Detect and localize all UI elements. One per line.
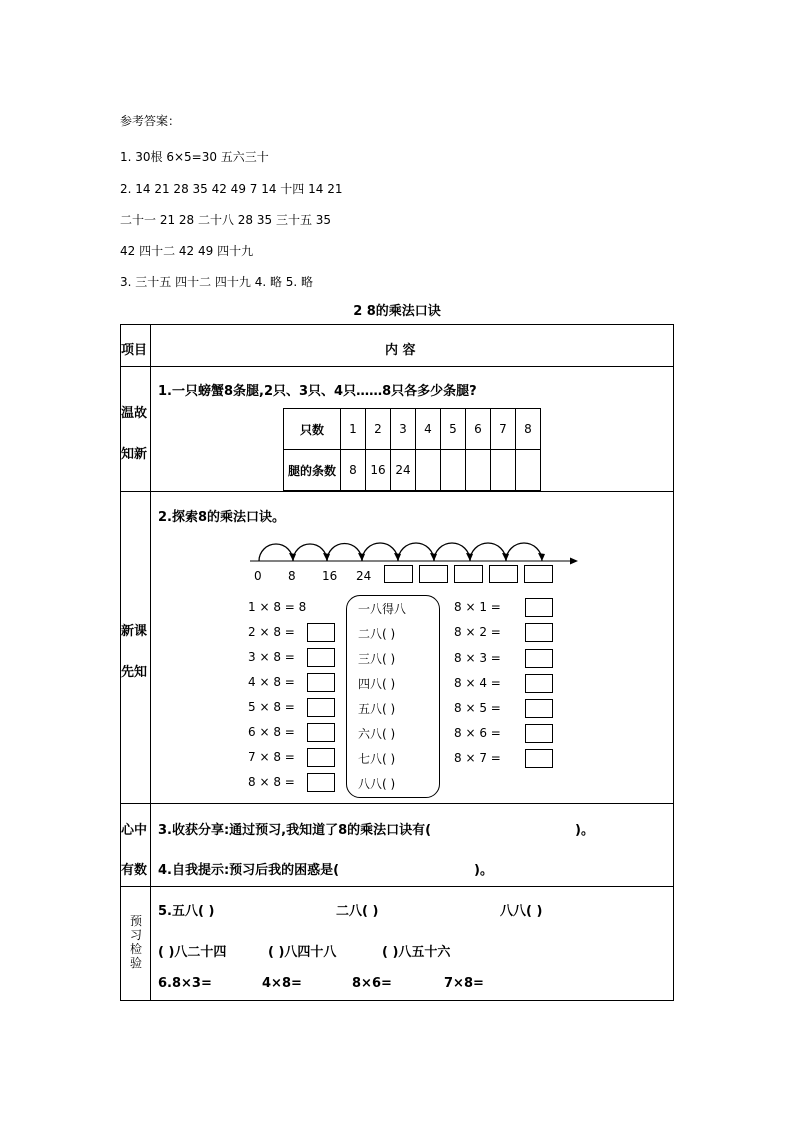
equation: 5 × 8 = xyxy=(248,700,295,714)
question-5f: ( )八五十六 xyxy=(382,945,451,960)
answer-box[interactable] xyxy=(525,699,553,718)
answer-line-5: 3. 三十五 四十二 四十九 4. 略 5. 略 xyxy=(120,275,314,289)
legs-cell-blank[interactable] xyxy=(441,450,466,491)
question-6a: 6.8×3= xyxy=(158,976,212,991)
question-5b: 二八( ) xyxy=(336,904,379,919)
equation: 6 × 8 = xyxy=(248,725,295,739)
answer-line-2: 2. 14 21 28 35 42 49 7 14 十四 14 21 xyxy=(120,182,343,196)
row-label-count: 只数 xyxy=(284,409,341,450)
legs-cell-blank[interactable] xyxy=(516,450,541,491)
legs-cell-blank[interactable] xyxy=(466,450,491,491)
new-label-2: 先知 xyxy=(121,665,148,680)
equation: 8 × 5 = xyxy=(454,701,501,715)
count-cell: 8 xyxy=(516,409,541,450)
legs-cell: 16 xyxy=(366,450,391,491)
review-label-1: 温故 xyxy=(121,406,148,421)
legs-cell-blank[interactable] xyxy=(416,450,441,491)
question-5c: 八八( ) xyxy=(500,904,543,919)
equation: 3 × 8 = xyxy=(248,650,295,664)
rhyme: 二八( ) xyxy=(358,627,396,641)
rhyme: 一八得八 xyxy=(358,602,407,616)
question-2: 2.探索8的乘法口诀。 xyxy=(158,510,286,525)
count-cell: 5 xyxy=(441,409,466,450)
rhyme: 八八( ) xyxy=(358,777,396,791)
check-label xyxy=(129,914,143,970)
rhyme: 六八( ) xyxy=(358,727,396,741)
question-4: 4.自我提示:预习后我的困惑是( xyxy=(158,863,340,878)
question-5a: 5.五八( ) xyxy=(158,904,215,919)
summary-label-1: 心中 xyxy=(121,823,148,838)
equation: 4 × 8 = xyxy=(248,675,295,689)
equation: 8 × 7 = xyxy=(454,751,501,765)
equation: 8 × 8 = xyxy=(248,775,295,789)
row-label-legs: 腿的条数 xyxy=(284,450,341,491)
answer-box[interactable] xyxy=(307,773,335,792)
count-cell: 6 xyxy=(466,409,491,450)
question-3: 3.收获分享:通过预习,我知道了8的乘法口诀有( xyxy=(158,823,432,838)
legs-cell-blank[interactable] xyxy=(491,450,516,491)
question-1: 1.一只螃蟹8条腿,2只、3只、4只……8只各多少条腿? xyxy=(158,384,477,399)
header-item: 项目 xyxy=(121,343,148,358)
count-cell: 2 xyxy=(366,409,391,450)
answer-box[interactable] xyxy=(525,674,553,693)
question-5d: ( )八二十四 xyxy=(158,945,227,960)
number-line-answer-box[interactable] xyxy=(384,565,413,583)
answer-box[interactable] xyxy=(525,749,553,768)
check-label-char: 检 xyxy=(129,942,142,956)
answers-heading: 参考答案： xyxy=(120,114,181,128)
answer-box[interactable] xyxy=(525,724,553,743)
number-line-answer-box[interactable] xyxy=(489,565,518,583)
number-line-answer-box[interactable] xyxy=(419,565,448,583)
equation: 8 × 6 = xyxy=(454,726,501,740)
answer-box[interactable] xyxy=(307,623,335,642)
equation: 8 × 2 = xyxy=(454,625,501,639)
answer-box[interactable] xyxy=(525,623,553,642)
question-6c: 8×6= xyxy=(352,976,392,991)
rhyme: 五八( ) xyxy=(358,702,396,716)
legs-cell: 8 xyxy=(341,450,366,491)
nl-label: 8 xyxy=(288,569,296,583)
question-3-end: )。 xyxy=(575,823,594,838)
nl-label: 16 xyxy=(322,569,338,583)
count-cell: 4 xyxy=(416,409,441,450)
check-label-char: 验 xyxy=(129,956,142,970)
equation: 8 × 1 = xyxy=(454,600,501,614)
answer-line-3: 二十一 21 28 二十八 28 35 三十五 35 xyxy=(120,213,332,227)
rhyme: 四八( ) xyxy=(358,677,396,691)
equation: 1 × 8 = 8 xyxy=(248,600,307,614)
number-line-answer-box[interactable] xyxy=(524,565,553,583)
question-6b: 4×8= xyxy=(262,976,302,991)
review-label-2: 知新 xyxy=(121,447,148,462)
answer-box[interactable] xyxy=(307,748,335,767)
rhyme: 七八( ) xyxy=(358,752,396,766)
nl-label: 0 xyxy=(254,569,262,583)
question-5e: ( )八四十八 xyxy=(268,945,337,960)
equation: 8 × 4 = xyxy=(454,676,501,690)
question-6d: 7×8= xyxy=(444,976,484,991)
answer-box[interactable] xyxy=(307,673,335,692)
number-line-answer-box[interactable] xyxy=(454,565,483,583)
count-cell: 7 xyxy=(491,409,516,450)
summary-label-2: 有数 xyxy=(121,863,148,878)
answer-box[interactable] xyxy=(525,649,553,668)
answer-box[interactable] xyxy=(307,723,335,742)
check-label-char: 预 xyxy=(129,914,142,928)
rhyme: 三八( ) xyxy=(358,652,396,666)
equation: 8 × 3 = xyxy=(454,651,501,665)
lesson-title: 2 8的乘法口诀 xyxy=(353,304,441,319)
question-4-end: )。 xyxy=(474,863,493,878)
equation: 2 × 8 = xyxy=(248,625,295,639)
answer-box[interactable] xyxy=(525,598,553,617)
answer-box[interactable] xyxy=(307,648,335,667)
answer-box[interactable] xyxy=(307,698,335,717)
count-cell: 3 xyxy=(391,409,416,450)
new-label-1: 新课 xyxy=(121,624,148,639)
header-content: 内 容 xyxy=(385,343,416,358)
equation: 7 × 8 = xyxy=(248,750,295,764)
legs-cell: 24 xyxy=(391,450,416,491)
answer-line-4: 42 四十二 42 49 四十九 xyxy=(120,244,254,258)
check-label-char: 习 xyxy=(129,928,142,942)
answer-line-1: 1. 30根 6×5=30 五六三十 xyxy=(120,150,269,164)
crab-legs-table xyxy=(283,408,541,491)
count-cell: 1 xyxy=(341,409,366,450)
nl-label: 24 xyxy=(356,569,372,583)
